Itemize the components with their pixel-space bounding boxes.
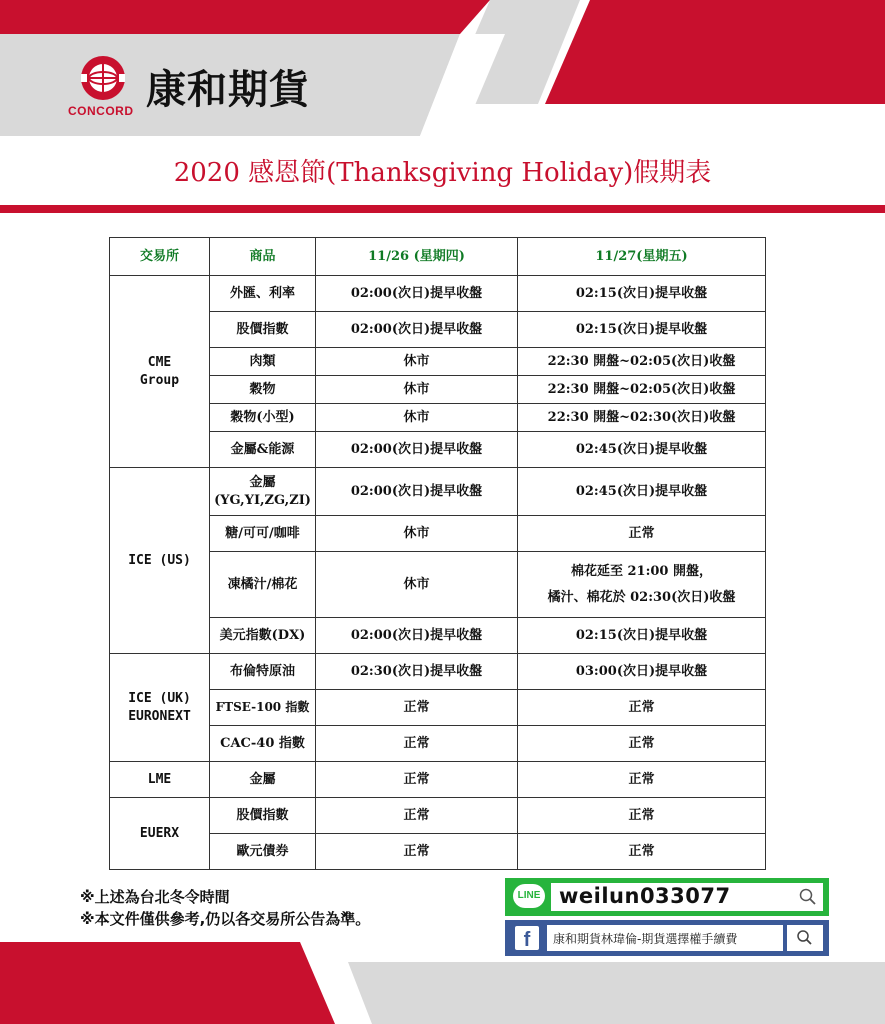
product-cell: 糖/可可/咖啡 (210, 516, 316, 552)
product-cell: 金屬 (210, 762, 316, 798)
exchange-euerx-line1: EUERX (139, 825, 180, 841)
product-cell: 股價指數 (210, 312, 316, 348)
facebook-search-button[interactable] (787, 925, 823, 951)
facebook-icon: f (515, 926, 539, 950)
day2-cell (518, 552, 766, 618)
day1-cell: 正常 (316, 726, 518, 762)
footnote-disclaimer: ※本文件僅供參考,仍以各交易所公告為準。 (80, 910, 371, 928)
product-cell: 肉類 (210, 348, 316, 376)
day2-cell: 正常 (518, 690, 766, 726)
header-exchange: 交易所 (110, 238, 210, 276)
day1-cell: 正常 (316, 762, 518, 798)
day2-cell: 正常 (518, 798, 766, 834)
day2-cell: 22:30 開盤~02:30(次日)收盤 (518, 404, 766, 432)
day1-cell: 休市 (316, 552, 518, 618)
day1-cell: 02:30(次日)提早收盤 (316, 654, 518, 690)
product-cell: 穀物(小型) (210, 404, 316, 432)
exchange-ice-us (110, 468, 210, 654)
product-cell: 布倫特原油 (210, 654, 316, 690)
product-cell: 凍橘汁/棉花 (210, 552, 316, 618)
day1-cell: 休市 (316, 516, 518, 552)
exchange-cme (110, 276, 210, 468)
day2-cell: 22:30 開盤~02:05(次日)收盤 (518, 376, 766, 404)
day2-cell: 02:15(次日)提早收盤 (518, 312, 766, 348)
product-sub: (YG,YI,ZG,ZI) (214, 492, 311, 508)
day1-cell: 正常 (316, 690, 518, 726)
page-title: 2020 感恩節(Thanksgiving Holiday)假期表 (173, 158, 712, 188)
exchange-ice-uk-line2: EURONEXT (128, 708, 191, 724)
day2-cell: 03:00(次日)提早收盤 (518, 654, 766, 690)
holiday-schedule-table (109, 237, 766, 870)
exchange-ice-uk-line1: ICE (UK) (128, 690, 191, 706)
exchange-cme-line1: CME (147, 354, 172, 370)
product-cell: FTSE-100 指數 (210, 690, 316, 726)
header-date-1127: 11/27(星期五) (518, 238, 766, 276)
product-cell: 歐元債券 (210, 834, 316, 870)
day2-line1: 棉花延至 21:00 開盤， (570, 563, 713, 579)
product-cell: 金屬&能源 (210, 432, 316, 468)
table-row (110, 798, 766, 834)
day2-cell: 02:45(次日)提早收盤 (518, 432, 766, 468)
day2-cell: 正常 (518, 516, 766, 552)
exchange-euerx (110, 798, 210, 870)
table-row (110, 276, 766, 312)
table-row (110, 762, 766, 798)
search-icon[interactable] (799, 888, 817, 906)
day2-line2: 橘汁、棉花於 02:30(次日)收盤 (547, 589, 736, 605)
header-date-1126: 11/26 (星期四) (316, 238, 518, 276)
line-app-icon: LINE (513, 884, 545, 908)
product-cell: 外匯、利率 (210, 276, 316, 312)
day2-cell: 02:15(次日)提早收盤 (518, 618, 766, 654)
footnote-timezone: ※上述為台北冬令時間 (80, 888, 230, 906)
product-cell: CAC-40 指數 (210, 726, 316, 762)
facebook-page-name: 康和期貨林瑋倫-期貨選擇權手續費 (553, 932, 738, 946)
product-name: 金屬 (249, 474, 276, 490)
facebook-page-field[interactable] (547, 925, 783, 951)
line-id-text: weilun033077 (559, 884, 731, 908)
title-divider (0, 205, 885, 213)
product-cell: 穀物 (210, 376, 316, 404)
exchange-ice-us-line1: ICE (US) (128, 552, 191, 568)
day1-cell: 02:00(次日)提早收盤 (316, 276, 518, 312)
table-header-row (110, 238, 766, 276)
day2-cell: 22:30 開盤~02:05(次日)收盤 (518, 348, 766, 376)
product-cell: 股價指數 (210, 798, 316, 834)
product-cell: 美元指數(DX) (210, 618, 316, 654)
exchange-cme-line2: Group (139, 372, 180, 388)
day1-cell: 休市 (316, 348, 518, 376)
table-row (110, 468, 766, 516)
day1-cell: 正常 (316, 798, 518, 834)
day1-cell: 02:00(次日)提早收盤 (316, 432, 518, 468)
day2-cell: 02:45(次日)提早收盤 (518, 468, 766, 516)
exchange-lme-line1: LME (147, 771, 172, 787)
day2-cell: 正常 (518, 834, 766, 870)
footnotes (80, 886, 370, 930)
day2-cell: 正常 (518, 762, 766, 798)
day1-cell: 休市 (316, 376, 518, 404)
search-icon (787, 925, 823, 951)
line-contact-bar[interactable] (505, 878, 829, 916)
exchange-lme (110, 762, 210, 798)
line-id-field[interactable] (551, 883, 823, 911)
day2-cell: 02:15(次日)提早收盤 (518, 276, 766, 312)
day1-cell: 02:00(次日)提早收盤 (316, 468, 518, 516)
product-cell (210, 468, 316, 516)
logo-wordmark: CONCORD (68, 104, 134, 118)
facebook-contact-bar[interactable] (505, 920, 829, 956)
day1-cell: 正常 (316, 834, 518, 870)
day2-cell: 正常 (518, 726, 766, 762)
table-row (110, 654, 766, 690)
day1-cell: 休市 (316, 404, 518, 432)
exchange-ice-uk (110, 654, 210, 762)
header-product: 商品 (210, 238, 316, 276)
brand-name: 康和期貨 (146, 67, 310, 113)
day1-cell: 02:00(次日)提早收盤 (316, 312, 518, 348)
day1-cell: 02:00(次日)提早收盤 (316, 618, 518, 654)
